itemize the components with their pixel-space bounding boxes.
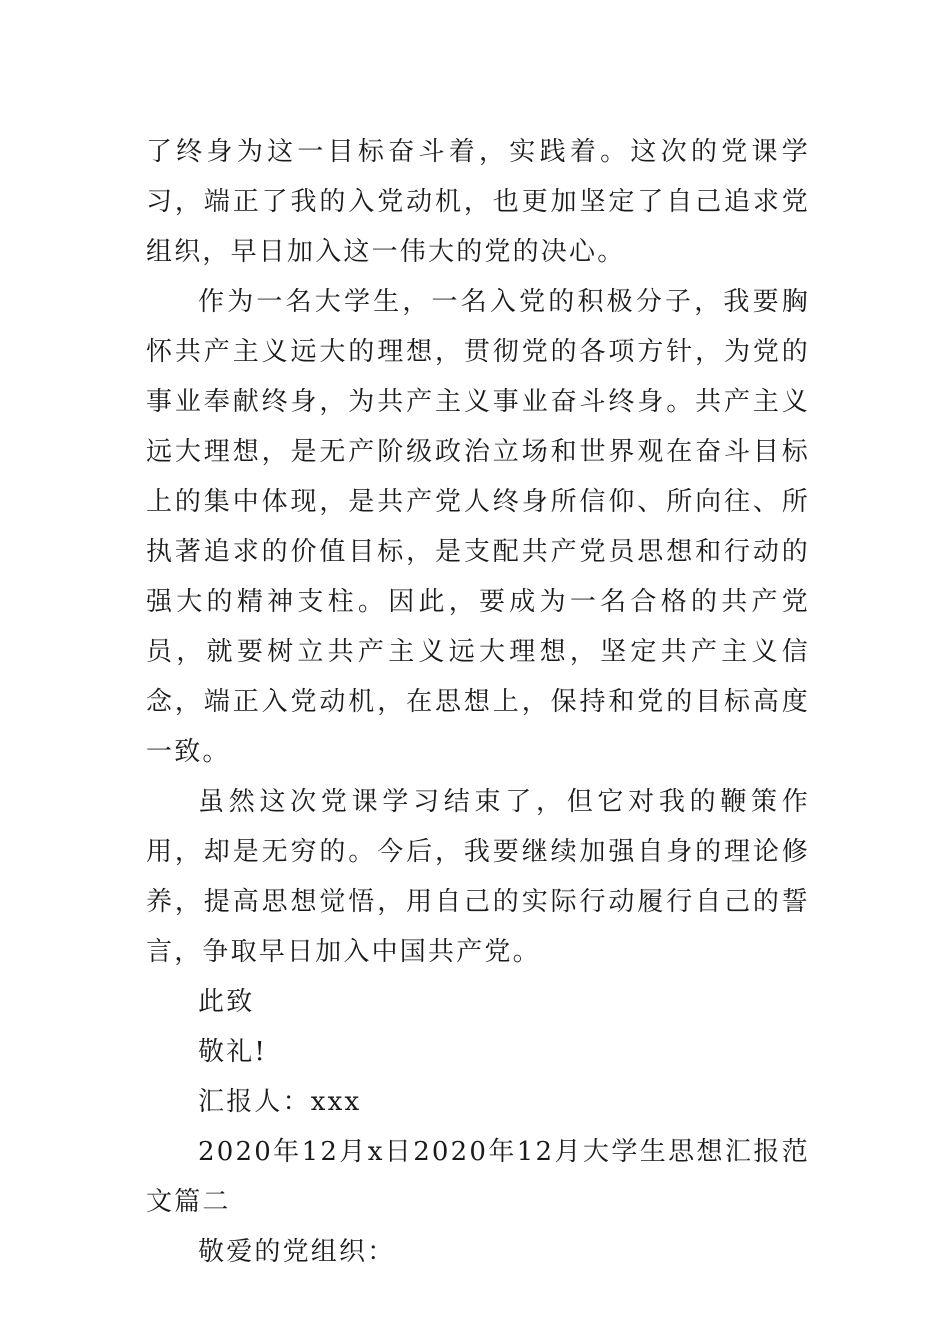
date-and-next-title: 2020年12月x日2020年12月大学生思想汇报范文篇二 <box>146 1137 810 1217</box>
salutation-cizhi: 此致 <box>198 987 255 1017</box>
paragraph-future: 虽然这次党课学习结束了，但它对我的鞭策作用，却是无穷的。今后，我要继续加强自身的理论修养，提高思想觉悟，用自己的实际行动履行自己的誓言，争取早日加入中国共产党。 <box>146 787 810 967</box>
next-greeting: 敬爱的党组织： <box>198 1237 396 1267</box>
document-page <box>146 127 810 1277</box>
salutation-jingli: 敬礼! <box>198 1037 268 1067</box>
reporter-line: 汇报人：xxx <box>198 1087 362 1117</box>
paragraph-continuation: 了终身为这一目标奋斗着，实践着。这次的党课学习，端正了我的入党动机，也更加坚定了自己追求党组织，早日加入这一伟大的党的决心。 <box>146 137 810 267</box>
paragraph-ideals: 作为一名大学生，一名入党的积极分子，我要胸怀共产主义远大的理想，贯彻党的各项方针，为党的事业奉献终身，为共产主义事业奋斗终身。共产主义远大理想，是无产阶级政治立场和世界观在奋斗目标上的集中体现，是共产党人终身所信仰、所向往、所执著追求的价值目标，是支配共产党员思想和行动的强大的精神支柱。因此，要成为一名合格的共产党员，就要树立共产主义远大理想，坚定共产主义信念，端正入党动机，在思想上，保持和党的目标高度一致。 <box>146 287 810 767</box>
